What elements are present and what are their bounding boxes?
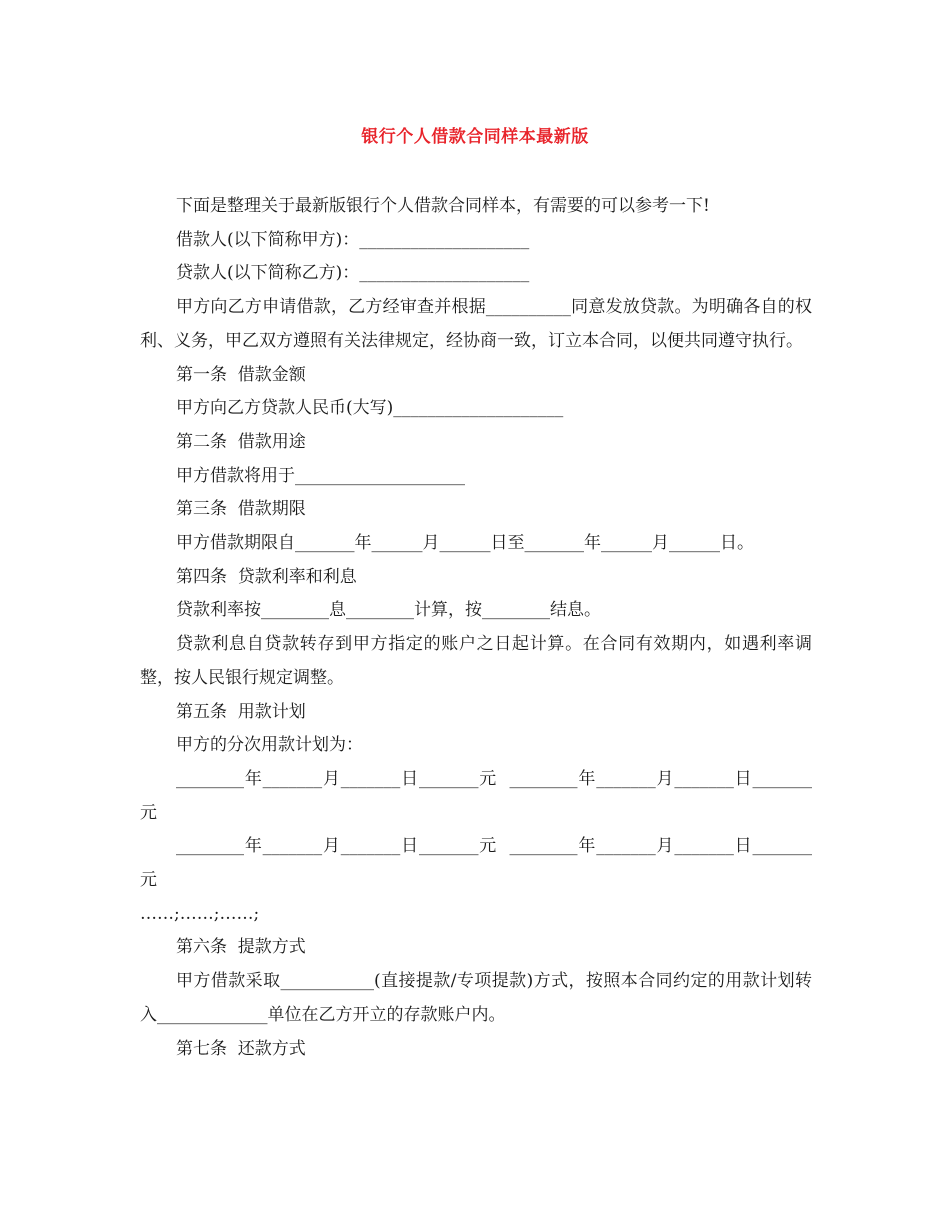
article-2-text: 甲方借款将用于____________________ (176, 465, 465, 486)
article-3-heading: 第三条 借款期限 (176, 499, 306, 520)
article-5-heading: 第五条 用款计划 (176, 701, 306, 722)
article-4-text: 贷款利率按________息________计算，按________结息。 (176, 600, 601, 621)
article-2-heading: 第二条 借款用途 (176, 431, 306, 452)
article-4-heading: 第四条 贷款利率和利息 (176, 566, 357, 587)
article-6-heading: 第六条 提款方式 (176, 937, 306, 958)
schedule-row: ________年_______月_______日_______元 ________年_______月_______日_______元 (140, 768, 812, 823)
article-1-heading: 第一条 借款金额 (176, 364, 306, 385)
schedule-row: ________年_______月_______日_______元 ________年_______月_______日_______元 (140, 836, 812, 891)
ellipsis-line: ……;……;……; (140, 903, 260, 924)
borrower-line: 借款人(以下简称甲方)：____________________ (176, 229, 530, 250)
article-6-text: 甲方借款采取___________(直接提款/专项提款)方式，按照本合同约定的用款计划转入_____________单位在乙方开立的存款账户内。 (140, 971, 812, 1025)
article-4-interest-text: 贷款利息自贷款转存到甲方指定的账户之日起计算。在合同有效期内，如遇利率调整，按人民银行规定调整。 (140, 634, 812, 688)
preamble-paragraph: 甲方向乙方申请借款，乙方经审查并根据__________同意发放贷款。为明确各自的权利、义务，甲乙双方遵照有关法律规定，经协商一致，订立本合同，以便共同遵守执行。 (140, 297, 812, 351)
article-7-heading: 第七条 还款方式 (176, 1038, 306, 1059)
document-title: 银行个人借款合同样本最新版 (361, 127, 589, 147)
lender-line: 贷款人(以下简称乙方)：____________________ (176, 263, 530, 284)
article-5-text: 甲方的分次用款计划为： (176, 735, 363, 756)
document-body (140, 190, 812, 1066)
article-3-text: 甲方借款期限自_______年______月______日至_______年______月______日。 (176, 533, 754, 554)
article-1-text: 甲方向乙方贷款人民币(大写)____________________ (176, 398, 564, 419)
intro-paragraph: 下面是整理关于最新版银行个人借款合同样本，有需要的可以参考一下! (176, 196, 710, 216)
